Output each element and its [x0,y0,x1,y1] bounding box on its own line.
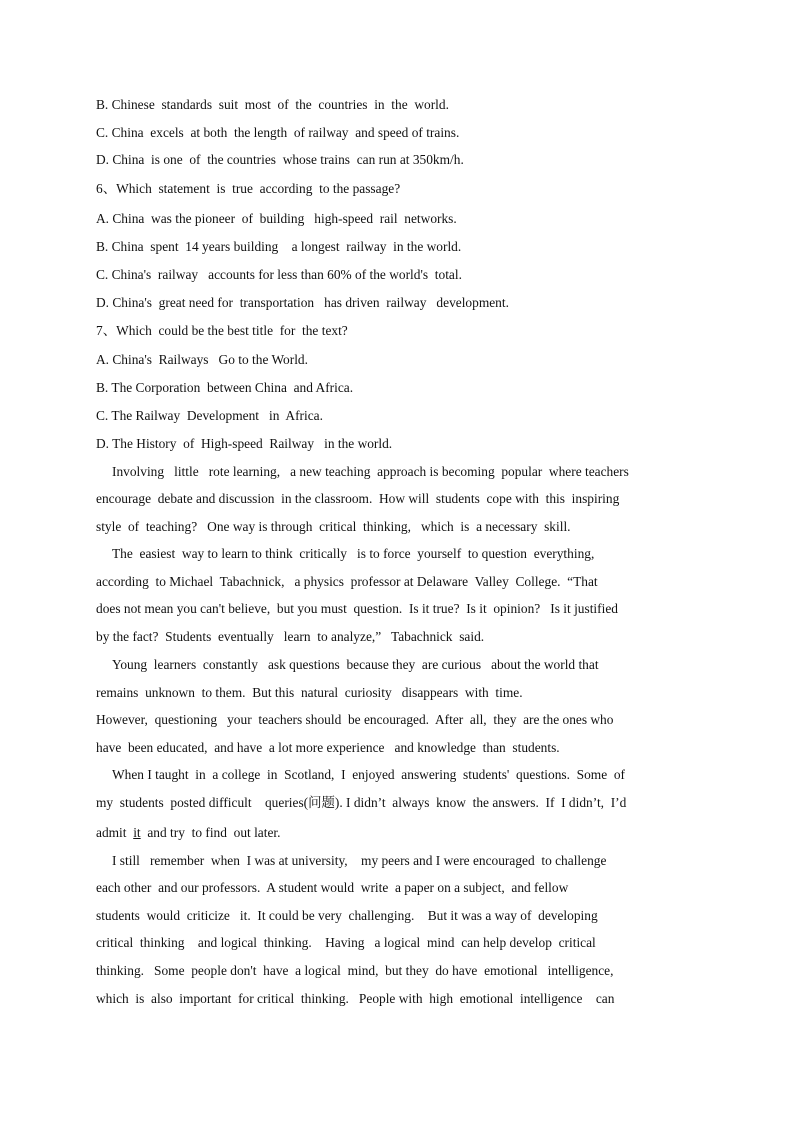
passage-p4-line: When I taught in a college in Scotland, I enjoyed answering students' questions. Some of [112,767,626,782]
passage-p3-line: remains unknown to them. But this natural curiosity disappears with time. [96,685,523,700]
q6-option-b: B. China spent 14 years building a longest railway in the world. [96,239,462,254]
passage-p5-line: critical thinking and logical thinking. Having a logical mind can help develop critical [96,935,596,950]
passage-text: and try to find out later. [140,825,281,840]
passage-p3-line: Young learners constantly ask questions because they are curious about the world that [112,657,599,672]
passage-p5-line: thinking. Some people don't have a logical mind, but they do have emotional intelligence, [96,963,614,978]
q7-option-c: C. The Railway Development in Africa. [96,408,323,423]
q5-option-c: C. China excels at both the length of railway and speed of trains. [96,125,460,140]
passage-p1-line: style of teaching? One way is through critical thinking, which is a necessary skill. [96,519,571,534]
passage-p2-line: by the fact? Students eventually learn to analyze,” Tabachnick said. [96,629,485,644]
q7-option-d: D. The History of High-speed Railway in the world. [96,436,393,451]
passage-p1-line: encourage debate and discussion in the classroom. How will students cope with this inspiring [96,491,620,506]
passage-text: admit [96,825,134,840]
passage-p5-line: each other and our professors. A student would write a paper on a subject, and fellow [96,880,569,895]
passage-p1-line: Involving little rote learning, a new teaching approach is becoming popular where teachers [112,464,629,479]
passage-p5-line: I still remember when I was at university, my peers and I were encouraged to challenge [112,853,607,868]
passage-p5-line: which is also important for critical thinking. People with high emotional intelligence can [96,991,615,1006]
q6-option-c: C. China's railway accounts for less than 60% of the world's total. [96,267,462,282]
passage-p5-line: students would criticize it. It could be very challenging. But it was a way of developing [96,908,598,923]
passage-p3-line: have been educated, and have a lot more experience and knowledge than students. [96,740,560,755]
passage-p4-line: my students posted difficult queries(问题). I didn’t always know the answers. If I didn’t, I’d [96,795,627,810]
q7-question: 7、Which could be the best title for the text? [96,323,348,338]
q5-option-b: B. Chinese standards suit most of the countries in the world. [96,97,449,112]
passage-p2-line: according to Michael Tabachnick, a physics professor at Delaware Valley College. “That [96,574,598,589]
q6-question: 6、Which statement is true according to the passage? [96,181,401,196]
passage-p2-line: The easiest way to learn to think critically is to force yourself to question everything, [112,546,595,561]
passage-p3-line: However, questioning your teachers should be encouraged. After all, they are the ones who [96,712,614,727]
q7-option-a: A. China's Railways Go to the World. [96,352,308,367]
q6-option-a: A. China was the pioneer of building high-speed rail networks. [96,211,457,226]
passage-p4-last-line [96,824,281,842]
q6-option-d: D. China's great need for transportation has driven railway development. [96,295,509,310]
passage-p2-line: does not mean you can't believe, but you must question. Is it true? Is it opinion? Is it justified [96,601,618,616]
q5-option-d: D. China is one of the countries whose trains can run at 350km/h. [96,152,464,167]
q7-option-b: B. The Corporation between China and Africa. [96,380,354,395]
underlined-word: it [133,825,141,840]
